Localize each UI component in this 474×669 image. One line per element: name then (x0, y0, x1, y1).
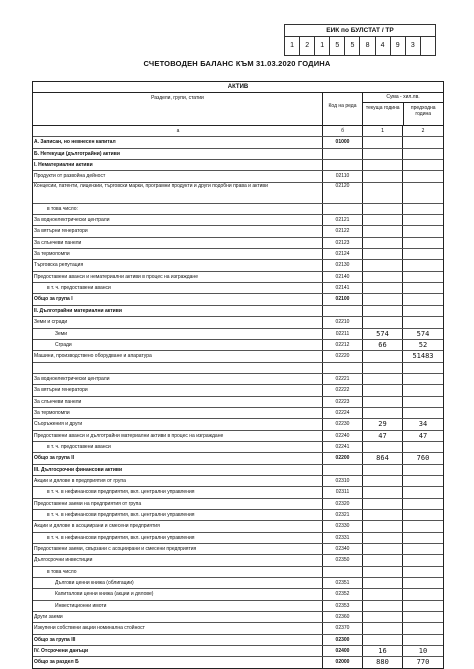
row-current-value (363, 226, 403, 236)
table-row (33, 442, 443, 453)
row-previous-value: 10 (418, 647, 428, 656)
row-label: Общо за раздел Б (33, 657, 323, 667)
row-label: Капиталови ценни книжа (акции и дялове) (33, 589, 323, 599)
index-row (33, 126, 443, 137)
row-code: 02212 (323, 340, 363, 350)
table-row (33, 555, 443, 566)
table-row (33, 306, 443, 317)
table-row (33, 137, 443, 148)
row-label: Предоставени аванси и нематериални активи в процес на изграждане (33, 272, 323, 282)
balance-table (32, 81, 444, 669)
table-row (33, 204, 443, 215)
row-current-value (363, 623, 403, 633)
row-current-value (363, 215, 403, 225)
row-previous-value: 47 (418, 431, 428, 440)
row-label: За слънчеви панели (33, 397, 323, 407)
table-row (33, 601, 443, 612)
table-row (33, 171, 443, 182)
row-current-value: 574 (363, 329, 403, 339)
table-row (33, 499, 443, 510)
row-current-value (363, 533, 403, 543)
table-row (33, 408, 443, 419)
row-code: 02223 (323, 397, 363, 407)
table-row (33, 363, 443, 374)
row-previous-value (403, 397, 443, 407)
row-previous-value (403, 306, 443, 316)
row-current-value (363, 544, 403, 554)
row-code: 02210 (323, 317, 363, 327)
row-previous-value (403, 612, 443, 622)
row-label: Земи и сгради (33, 317, 323, 327)
row-current-value (363, 510, 403, 520)
row-current-value (363, 374, 403, 384)
row-label: За слънчеви панели (33, 238, 323, 248)
eik-digit: 5 (330, 37, 345, 55)
row-previous-value (403, 272, 443, 282)
row-label: За водноелектрически централи (33, 215, 323, 225)
table-row (33, 272, 443, 283)
row-current-value (363, 272, 403, 282)
row-code: 02400 (323, 646, 363, 656)
row-previous-value (403, 183, 443, 203)
row-current-value (363, 249, 403, 259)
row-code: 02331 (323, 533, 363, 543)
row-code: 02241 (323, 442, 363, 452)
table-row (33, 249, 443, 260)
table-row (33, 340, 443, 351)
row-code: 02230 (323, 419, 363, 429)
table-row (33, 623, 443, 634)
col-current-header: текуща година (363, 103, 404, 125)
row-previous-value (403, 215, 443, 225)
row-current-value: 864 (363, 453, 403, 463)
row-previous-value (403, 363, 443, 373)
row-current-value (363, 465, 403, 475)
row-previous-value (403, 204, 443, 214)
eik-digit: 4 (376, 37, 391, 55)
row-previous-value (403, 249, 443, 259)
row-previous-value (403, 623, 443, 633)
eik-digit: 2 (300, 37, 315, 55)
row-current-value (363, 171, 403, 181)
document-title: СЧЕТОВОДЕН БАЛАНС КЪМ 31.03.2020 ГОДИНА (143, 59, 331, 68)
row-current-value (363, 351, 403, 361)
table-body (33, 137, 443, 667)
row-previous-value (403, 465, 443, 475)
row-previous-value (403, 533, 443, 543)
row-code: 02351 (323, 578, 363, 588)
row-previous-value (403, 283, 443, 293)
row-code: 02100 (323, 294, 363, 304)
row-label: Предоставени заеми на предприятия от група (33, 499, 323, 509)
row-label: Дългови ценни книжа (облигации) (33, 578, 323, 588)
row-current-value (363, 499, 403, 509)
row-current-value (363, 442, 403, 452)
row-label: II. Дълготрайни материални активи (33, 306, 323, 316)
table-row (33, 351, 443, 362)
row-current-value (363, 238, 403, 248)
table-row (33, 215, 443, 226)
table-row (33, 476, 443, 487)
row-previous-value (403, 578, 443, 588)
row-label: Общо за група III (33, 635, 323, 645)
table-row (33, 567, 443, 578)
row-current-value (363, 578, 403, 588)
row-label: Изкупени собствени акции номинална стойност (33, 623, 323, 633)
row-label: I. Нематериални активи (33, 160, 323, 170)
row-current-value (363, 283, 403, 293)
row-label: III. Дългосрочни финансови активи (33, 465, 323, 475)
index-2: 2 (421, 128, 425, 134)
row-previous-value (403, 589, 443, 599)
row-code: 02140 (323, 272, 363, 282)
row-code: 02330 (323, 521, 363, 531)
eik-digit: 1 (315, 37, 330, 55)
row-code: 02120 (323, 183, 363, 203)
row-previous-value: 34 (418, 420, 428, 429)
row-current-value (363, 306, 403, 316)
row-current-value (363, 260, 403, 270)
row-code: 02224 (323, 408, 363, 418)
row-previous-value (403, 226, 443, 236)
table-row (33, 657, 443, 667)
eik-box (284, 24, 436, 56)
row-code: 02123 (323, 238, 363, 248)
row-label: в т. ч. в нефинансови предприятия, вкл. централни управления (33, 510, 323, 520)
row-previous-value (403, 567, 443, 577)
row-current-value (363, 183, 403, 203)
row-previous-value: 51483 (412, 352, 434, 361)
row-label: в т. ч. предоставени аванси (33, 283, 323, 293)
row-code: 02121 (323, 215, 363, 225)
row-code: 02320 (323, 499, 363, 509)
row-previous-value (403, 544, 443, 554)
table-row (33, 160, 443, 171)
table-row (33, 283, 443, 294)
row-code (323, 567, 363, 577)
table-row (33, 465, 443, 476)
row-previous-value: 770 (416, 658, 430, 667)
row-label: в т. ч. предоставени аванси (33, 442, 323, 452)
row-previous-value (403, 149, 443, 159)
row-label: Общо за група I (33, 294, 323, 304)
row-code: 02130 (323, 260, 363, 270)
table-row (33, 453, 443, 464)
row-label: Предоставени аванси и дълготрайни материални активи в процес на изграждане (33, 431, 323, 441)
row-label: Дългосрочни инвестиции (33, 555, 323, 565)
row-previous-value (403, 160, 443, 170)
row-label: Търговска репутация (33, 260, 323, 270)
row-label: Земи (33, 329, 323, 339)
row-current-value (363, 476, 403, 486)
table-row (33, 635, 443, 646)
row-previous-value (403, 137, 443, 147)
row-code: 02211 (323, 329, 363, 339)
row-previous-value (403, 317, 443, 327)
row-label: За термопомпи (33, 249, 323, 259)
row-code: 02300 (323, 635, 363, 645)
table-row (33, 329, 443, 340)
eik-digit: 3 (406, 37, 421, 55)
row-code: 02124 (323, 249, 363, 259)
row-previous-value (403, 487, 443, 497)
row-label: в т. ч. в нефинансови предприятия, вкл. централни управления (33, 533, 323, 543)
row-previous-value (403, 476, 443, 486)
row-current-value (363, 487, 403, 497)
table-row (33, 317, 443, 328)
row-current-value (363, 397, 403, 407)
col-code-header: Код на реда (323, 93, 363, 125)
row-code: 02360 (323, 612, 363, 622)
table-row (33, 385, 443, 396)
row-label: Предоставени заеми, свързани с асоциирани и смесени предприятия (33, 544, 323, 554)
table-row (33, 260, 443, 271)
table-row (33, 487, 443, 498)
row-previous-value (403, 171, 443, 181)
row-previous-value (403, 442, 443, 452)
row-code: 02110 (323, 171, 363, 181)
row-current-value (363, 567, 403, 577)
table-row (33, 374, 443, 385)
table-row (33, 521, 443, 532)
table-row (33, 397, 443, 408)
row-current-value: 16 (363, 646, 403, 656)
row-current-value (363, 160, 403, 170)
row-current-value: 47 (363, 431, 403, 441)
row-code: 02141 (323, 283, 363, 293)
row-code (323, 363, 363, 373)
table-row (33, 238, 443, 249)
row-code: 02353 (323, 601, 363, 611)
row-current-value: 880 (363, 657, 403, 667)
row-previous-value (403, 601, 443, 611)
col-previous-header: предходна година (410, 105, 436, 117)
row-code: 02240 (323, 431, 363, 441)
row-code: 02350 (323, 555, 363, 565)
row-current-value: 66 (363, 340, 403, 350)
table-row (33, 578, 443, 589)
row-label: Инвестиционни имоти (33, 601, 323, 611)
row-code: 02220 (323, 351, 363, 361)
index-a: а (33, 126, 323, 136)
row-current-value (363, 601, 403, 611)
row-code: 02122 (323, 226, 363, 236)
table-row (33, 294, 443, 305)
table-header (33, 93, 443, 126)
row-code (323, 149, 363, 159)
eik-digit: 8 (360, 37, 375, 55)
row-current-value (363, 408, 403, 418)
table-row (33, 612, 443, 623)
row-current-value (363, 294, 403, 304)
eik-digit: 1 (285, 37, 300, 55)
row-previous-value: 760 (416, 454, 430, 463)
row-label: Сгради (33, 340, 323, 350)
row-label: Б. Нетекущи (дълготрайни) активи (33, 149, 323, 159)
row-previous-value (403, 294, 443, 304)
row-code: 02340 (323, 544, 363, 554)
row-previous-value (403, 521, 443, 531)
row-previous-value (403, 510, 443, 520)
row-code: 01000 (323, 137, 363, 147)
row-label: в т. ч. в нефинансови предприятия, вкл. централни управления (33, 487, 323, 497)
row-code: 02311 (323, 487, 363, 497)
row-previous-value (403, 260, 443, 270)
row-current-value (363, 385, 403, 395)
row-current-value (363, 363, 403, 373)
aktiv-heading: АКТИВ (33, 82, 443, 93)
index-b: б (323, 126, 363, 136)
table-row (33, 431, 443, 442)
row-previous-value (403, 374, 443, 384)
row-label: А. Записан, но невнесен капитал (33, 137, 323, 147)
row-label: За вятърни генератори (33, 226, 323, 236)
eik-digit: 5 (345, 37, 360, 55)
row-code (323, 160, 363, 170)
table-row (33, 149, 443, 160)
row-label: За водноелектрически централи (33, 374, 323, 384)
row-label: Други заеми (33, 612, 323, 622)
row-previous-value (403, 238, 443, 248)
row-current-value (363, 149, 403, 159)
table-row (33, 419, 443, 430)
row-label: За термопомпи (33, 408, 323, 418)
table-row (33, 533, 443, 544)
table-row (33, 226, 443, 237)
row-previous-value: 52 (418, 340, 428, 349)
row-previous-value (403, 385, 443, 395)
row-current-value (363, 137, 403, 147)
row-previous-value (403, 635, 443, 645)
row-label: в това число: (33, 204, 323, 214)
row-label: Акции и дялове в асоциирани и смесени предприятия (33, 521, 323, 531)
row-code (323, 306, 363, 316)
eik-digits (285, 37, 435, 55)
row-label (33, 363, 323, 373)
row-previous-value: 574 (416, 329, 430, 338)
row-label: Акции и дялове в предприятия от група (33, 476, 323, 486)
eik-digit: 9 (391, 37, 406, 55)
row-label: Продукти от развойна дейност (33, 171, 323, 181)
row-current-value (363, 555, 403, 565)
row-code: 02222 (323, 385, 363, 395)
table-row (33, 589, 443, 600)
row-code: 02310 (323, 476, 363, 486)
row-current-value (363, 204, 403, 214)
col-sum-header (363, 93, 443, 125)
row-label: Концесии, патенти, лицензии, търговски марки, програмни продукти и други подобни права и активи (33, 183, 323, 203)
row-label: За вятърни генератори (33, 385, 323, 395)
row-code: 02352 (323, 589, 363, 599)
row-current-value (363, 317, 403, 327)
row-code: 02221 (323, 374, 363, 384)
table-row (33, 510, 443, 521)
eik-label: ЕИК по БУЛСТАТ / ТР (285, 25, 435, 37)
row-code (323, 204, 363, 214)
row-current-value: 29 (363, 419, 403, 429)
table-row (33, 646, 443, 657)
row-current-value (363, 635, 403, 645)
row-label: в това число (33, 567, 323, 577)
row-code: 02370 (323, 623, 363, 633)
row-current-value (363, 612, 403, 622)
row-previous-value (403, 499, 443, 509)
row-previous-value (403, 555, 443, 565)
row-current-value (363, 521, 403, 531)
row-code: 02200 (323, 453, 363, 463)
row-label: Общо за група II (33, 453, 323, 463)
row-code: 02321 (323, 510, 363, 520)
index-1: 1 (363, 126, 403, 136)
row-label: IV. Отсрочени данъци (33, 646, 323, 656)
row-code (323, 465, 363, 475)
row-current-value (363, 589, 403, 599)
row-label: Съоръжения и други (33, 419, 323, 429)
row-previous-value (403, 408, 443, 418)
sum-unit-label: Сума - хил.лв. (363, 93, 443, 103)
table-row (33, 183, 443, 204)
row-code: 02000 (323, 657, 363, 667)
table-row (33, 544, 443, 555)
col-sections-header: Раздели, групи, статии (33, 93, 323, 125)
eik-digit (421, 37, 435, 55)
row-label: Машини, производствено оборудване и апаратура (33, 351, 323, 361)
